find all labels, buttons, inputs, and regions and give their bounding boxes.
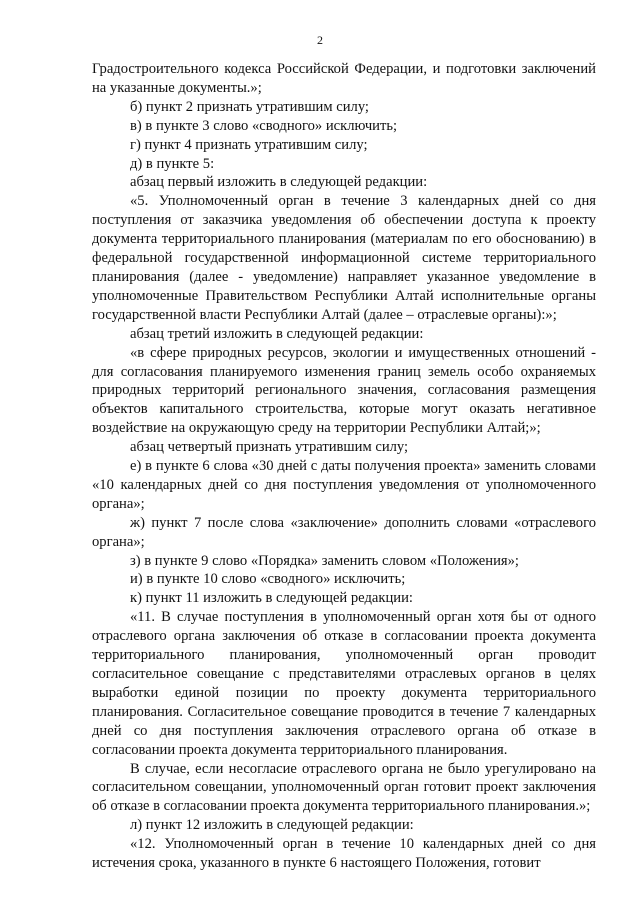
paragraph-nature-sphere: «в сфере природных ресурсов, экологии и имущественных отношений - для согласования планируемого изменения границ земель особо охраняемых природных территорий регионального значения, согласования размещения объектов капитального строительства, которые могут оказать негативное воздействие на окружающую среду на территории Республики Алтай;»; xyxy=(92,344,596,437)
paragraph-third-abzac: абзац третий изложить в следующей редакции: xyxy=(130,325,424,342)
paragraph-item-b: б) пункт 2 признать утратившим силу; xyxy=(130,98,369,115)
paragraph-item-i: и) в пункте 10 слово «сводного» исключить; xyxy=(130,571,406,588)
paragraph-first-abzac: абзац первый изложить в следующей редакции: xyxy=(130,174,428,191)
paragraph-point-5: «5. Уполномоченный орган в течение 3 календарных дней со дня поступления от заказчика уведомления об обеспечении доступа к проекту документа территориального планирования (материалам по его обоснованию) в федеральной государственной информационной системе территориального планирования (далее - уведомление) направляет указанное уведомление в уполномоченные Правительством Республики Алтай исполнительные органы государственной власти Республики Алтай (далее – отраслевые органы):»; xyxy=(92,193,596,323)
paragraph-item-g: г) пункт 4 признать утратившим силу; xyxy=(130,136,368,153)
paragraph-item-z: з) в пункте 9 слово «Порядка» заменить словом «Положения»; xyxy=(130,552,519,569)
paragraph-fourth-abzac: абзац четвертый признать утратившим силу; xyxy=(130,439,409,456)
paragraph-continuation: Градостроительного кодекса Российской Федерации, и подготовки заключений на указанные документы.»; xyxy=(92,61,596,96)
page-number: 2 xyxy=(317,33,323,47)
paragraph-item-k: к) пункт 11 изложить в следующей редакции: xyxy=(130,590,413,607)
paragraph-item-v: в) в пункте 3 слово «сводного» исключить; xyxy=(130,117,398,134)
paragraph-disagreement: В случае, если несогласие отраслевого органа не было урегулировано на согласительном совещании, уполномоченный орган готовит проект заключения об отказе в согласовании проекта документа территориального планирования.»; xyxy=(92,760,596,815)
paragraph-item-zh: ж) пункт 7 после слова «заключение» дополнить словами «отраслевого органа»; xyxy=(92,514,596,550)
paragraph-item-d: д) в пункте 5: xyxy=(130,155,215,172)
paragraph-item-e: е) в пункте 6 слова «30 дней с даты получения проекта» заменить словами «10 календарных дней со дня поступления уведомления от уполномоченного органа»; xyxy=(92,458,596,512)
paragraph-point-12: «12. Уполномоченный орган в течение 10 календарных дней со дня истечения срока, указанного в пункте 6 настоящего Положения, готовит xyxy=(92,836,596,872)
paragraph-point-11: «11. В случае поступления в уполномоченный орган хотя бы от одного отраслевого органа заключения об отказе в согласовании проекта документа территориального планирования, уполномоченный орган проводит согласительное совещание с представителями отраслевых органов в целях выработки единой позиции по проекту документа территориального планирования. Согласительное совещание проводится в течение 7 календарных дней со дня поступления заключения отраслевого органа об отказе в согласовании проекта документа территориального планирования. xyxy=(92,609,596,758)
paragraph-item-l: л) пункт 12 изложить в следующей редакции: xyxy=(130,817,414,834)
document-body xyxy=(92,60,596,873)
